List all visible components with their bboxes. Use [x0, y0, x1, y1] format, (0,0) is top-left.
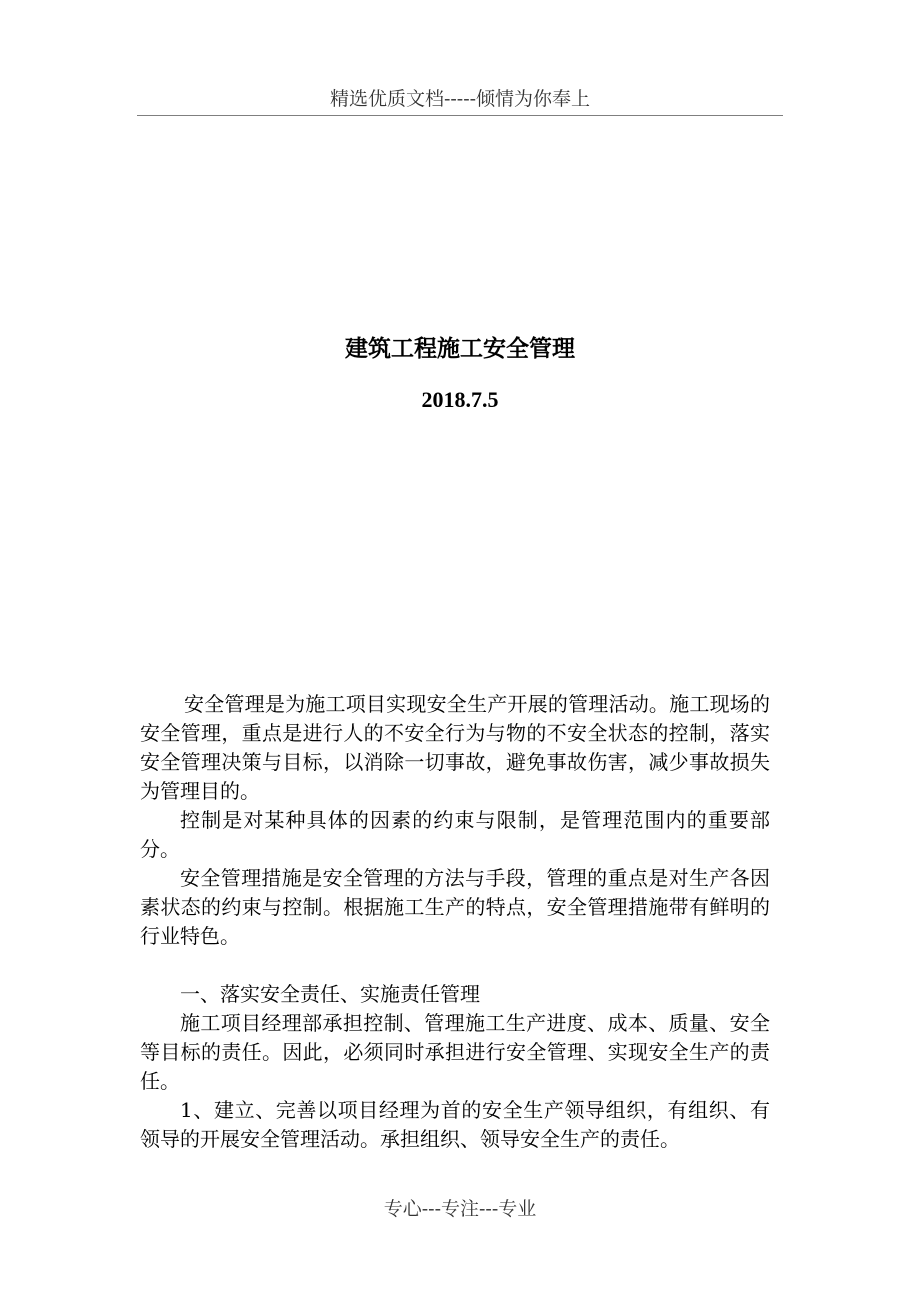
document-body	[140, 690, 770, 1154]
paragraph-responsibility: 施工项目经理部承担控制、管理施工生产进度、成本、质量、安全等目标的责任。因此，必须同时承担进行安全管理、实现安全生产的责任。	[140, 1011, 770, 1093]
paragraph-control: 控制是对某种具体的因素的约束与限制，是管理范围内的重要部分。	[140, 808, 770, 861]
page-footer: 专心---专注---专业	[383, 1198, 537, 1220]
page-header: 精选优质文档-----倾情为你奉上	[329, 88, 591, 110]
paragraph-intro: 安全管理是为施工项目实现安全生产开展的管理活动。施工现场的安全管理，重点是进行人的不安全行为与物的不安全状态的控制，落实安全管理决策与目标，以消除一切事故，避免事故伤害，减少事故损失为管理目的。	[140, 692, 770, 803]
header-divider	[137, 115, 783, 116]
section-heading-1: 一、落实安全责任、实施责任管理	[180, 982, 480, 1006]
paragraph-item-1: 1、建立、完善以项目经理为首的安全生产领导组织，有组织、有领导的开展安全管理活动。承担组织、领导安全生产的责任。	[140, 1098, 770, 1151]
paragraph-measures: 安全管理措施是安全管理的方法与手段，管理的重点是对生产各因素状态的约束与控制。根据施工生产的特点，安全管理措施带有鲜明的行业特色。	[140, 866, 770, 948]
document-date: 2018.7.5	[421, 387, 499, 412]
document-title: 建筑工程施工安全管理	[345, 335, 575, 362]
